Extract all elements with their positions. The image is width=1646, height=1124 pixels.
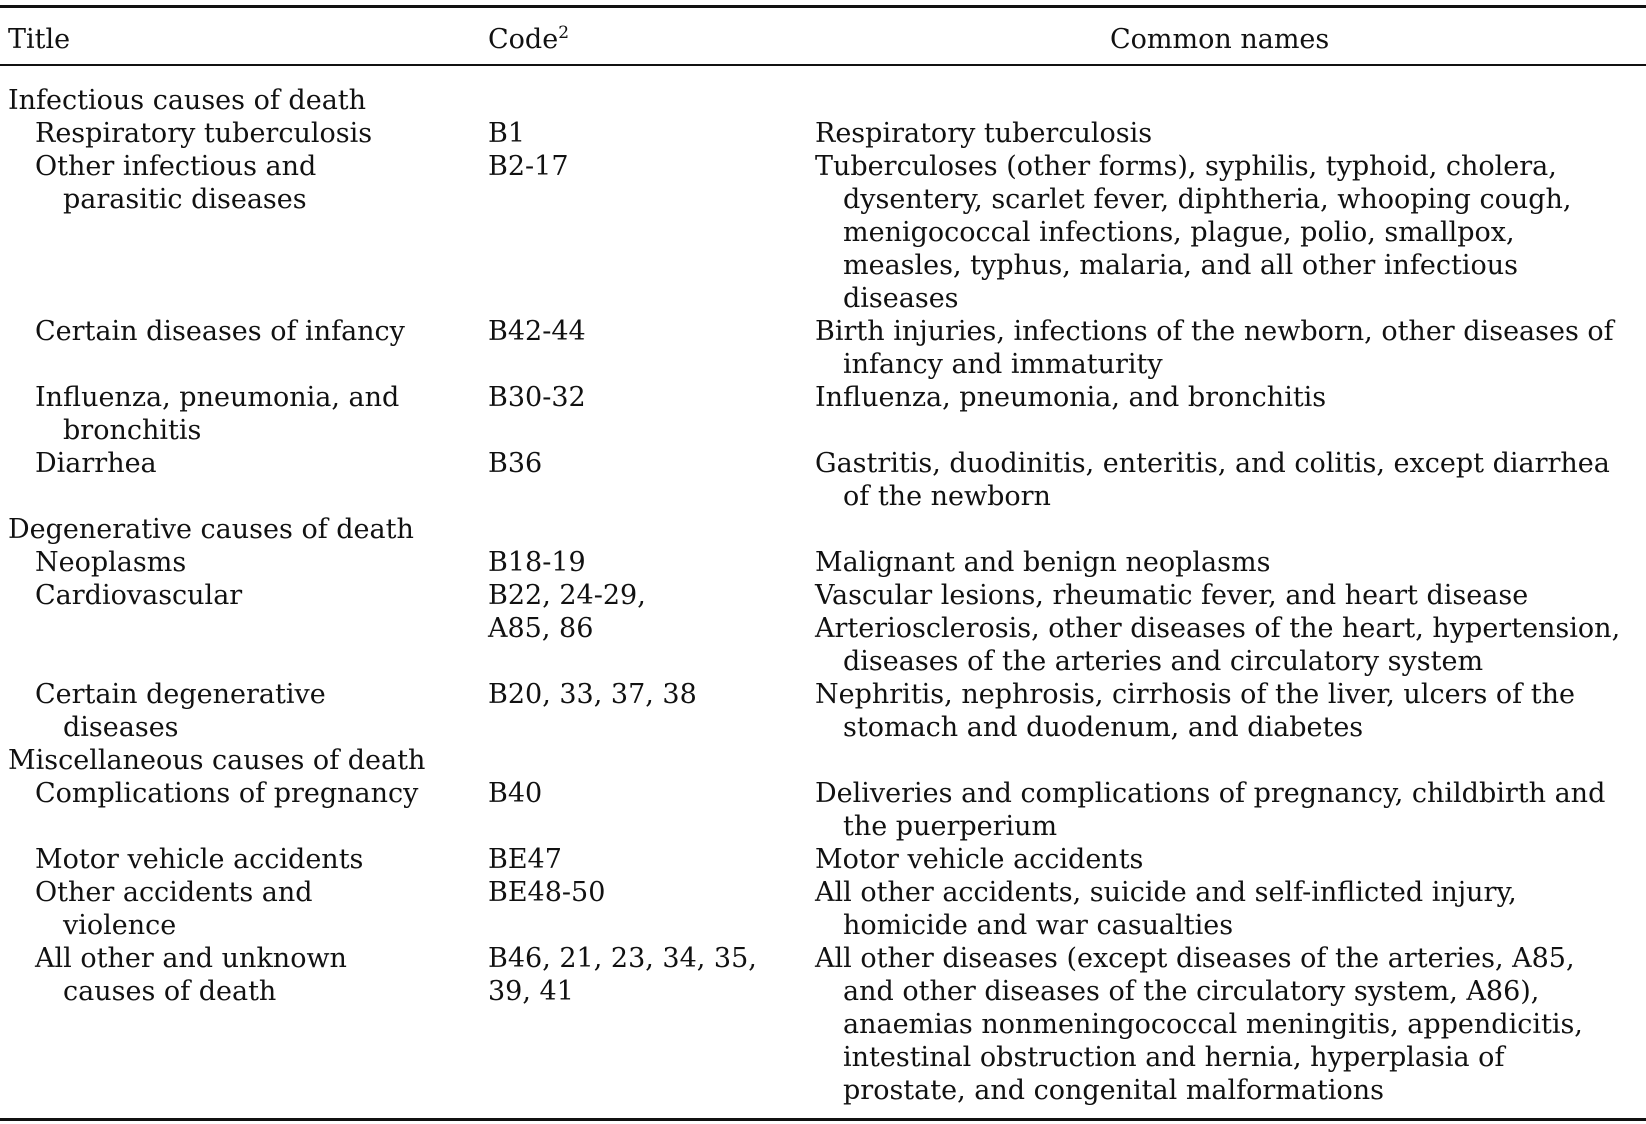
row-common-names-line: of the newborn [843,481,1051,512]
row-title-line: diseases [63,712,179,743]
row-common-names-line: Respiratory tuberculosis [815,118,1153,149]
header-code-footnote: 2 [558,23,570,43]
row-common-names-line: Birth injuries, infections of the newborn, other diseases of [815,316,1614,347]
row-code-line: B18-19 [488,547,586,578]
group-heading [8,84,366,117]
row-title-line: Other accidents and [35,877,313,908]
row-code-line: B22, 24-29, [488,580,646,611]
row-title [35,381,399,447]
row-common-names [815,777,1605,843]
header-title: Title [8,24,71,55]
row-common-names [815,876,1517,942]
row-title [35,315,405,348]
row-title [35,942,347,1008]
row-common-names [815,117,1152,150]
row-title-line: Respiratory tuberculosis [35,118,373,149]
row-common-names-line: Gastritis, duodinitis, enteritis, and colitis, except diarrhea [815,448,1610,479]
row-common-names-line: All other diseases (except diseases of the arteries, A85, [815,943,1575,974]
row-common-names [815,843,1143,876]
row-title-line: violence [63,910,177,941]
row-common-names-line: Tuberculoses (other forms), syphilis, typhoid, cholera, [815,151,1557,182]
bottom-rule [0,1118,1646,1121]
row-common-names [815,942,1583,1107]
row-common-names-line: stomach and duodenum, and diabetes [843,712,1364,743]
row-code-line: B40 [488,778,543,809]
header-code [488,23,569,56]
row-title-line: Complications of pregnancy [35,778,419,809]
row-code-line: B36 [488,448,543,479]
header-common-names: Common names [1110,24,1330,55]
row-code [488,117,525,150]
row-common-names [815,579,1620,678]
row-common-names-line: Malignant and benign neoplasms [815,547,1271,578]
group-heading-line: Infectious causes of death [8,85,367,116]
row-title [35,777,418,810]
row-common-names-line: prostate, and congenital malformations [843,1075,1384,1106]
row-code-line: B1 [488,118,526,149]
row-common-names [815,150,1572,315]
row-code-line: A85, 86 [488,613,594,644]
group-heading-line: Miscellaneous causes of death [8,745,426,776]
row-title [35,546,186,579]
row-title-line: All other and unknown [35,943,347,974]
row-code-line: BE47 [488,844,562,875]
row-title-line: causes of death [63,976,277,1007]
row-title [35,150,316,216]
row-code-line: B2-17 [488,151,569,182]
row-code-line: B42-44 [488,316,586,347]
group-heading-line: Degenerative causes of death [8,514,414,545]
row-title-line: Influenza, pneumonia, and [35,382,400,413]
row-common-names-line: measles, typhus, malaria, and all other infectious [843,250,1518,281]
row-common-names-line: dysentery, scarlet fever, diphtheria, whooping cough, [843,184,1572,215]
row-common-names-line: anaemias nonmeningococcal meningitis, appendicitis, [843,1009,1583,1040]
row-code-line: B46, 21, 23, 34, 35, [488,943,757,974]
top-rule [0,5,1646,8]
row-title-line: bronchitis [63,415,202,446]
row-code [488,546,586,579]
row-code [488,447,542,480]
row-common-names-line: diseases [843,283,959,314]
row-common-names-line: the puerperium [843,811,1058,842]
row-code [488,876,605,909]
row-common-names-line: Motor vehicle accidents [815,844,1144,875]
row-common-names-line: intestinal obstruction and hernia, hyperplasia of [843,1042,1505,1073]
row-common-names-line: and other diseases of the circulatory system, A86), [843,976,1540,1007]
group-heading [8,513,414,546]
row-code [488,579,646,645]
row-common-names-line: infancy and immaturity [843,349,1163,380]
header-rule [0,64,1646,66]
row-code [488,150,569,183]
row-title [35,579,242,612]
row-code [488,381,586,414]
row-common-names-line: homicide and war casualties [843,910,1234,941]
row-common-names-line: diseases of the arteries and circulatory system [843,646,1484,677]
row-code-line: BE48-50 [488,877,606,908]
row-code-line: B20, 33, 37, 38 [488,679,697,710]
row-title-line: Neoplasms [35,547,187,578]
row-common-names [815,315,1614,381]
row-common-names [815,381,1326,414]
row-title-line: Certain diseases of infancy [35,316,405,347]
row-common-names-line: Influenza, pneumonia, and bronchitis [815,382,1327,413]
row-title-line: Cardiovascular [35,580,243,611]
row-title-line: Other infectious and [35,151,317,182]
row-code [488,777,542,810]
row-code [488,678,697,711]
row-title-line: Certain degenerative [35,679,326,710]
row-common-names-line: menigococcal infections, plague, polio, smallpox, [843,217,1515,248]
row-title [35,678,326,744]
row-title [35,117,372,150]
row-code-line: 39, 41 [488,976,574,1007]
row-title [35,843,363,876]
row-code [488,315,586,348]
row-code-line: B30-32 [488,382,586,413]
row-common-names-line: Deliveries and complications of pregnancy, childbirth and [815,778,1606,809]
row-title [35,447,157,480]
row-title-line: Motor vehicle accidents [35,844,364,875]
row-common-names-line: Vascular lesions, rheumatic fever, and heart disease [815,580,1529,611]
row-common-names-line: All other accidents, suicide and self-inflicted injury, [815,877,1517,908]
row-common-names [815,546,1270,579]
row-title-line: parasitic diseases [63,184,307,215]
header-code-label: Code [488,24,559,55]
row-common-names-line: Arteriosclerosis, other diseases of the heart, hypertension, [815,613,1621,644]
row-code [488,942,757,1008]
row-common-names [815,447,1610,513]
row-title [35,876,313,942]
row-code [488,843,562,876]
row-common-names [815,678,1575,744]
group-heading [8,744,425,777]
row-title-line: Diarrhea [35,448,157,479]
row-common-names-line: Nephritis, nephrosis, cirrhosis of the liver, ulcers of the [815,679,1575,710]
